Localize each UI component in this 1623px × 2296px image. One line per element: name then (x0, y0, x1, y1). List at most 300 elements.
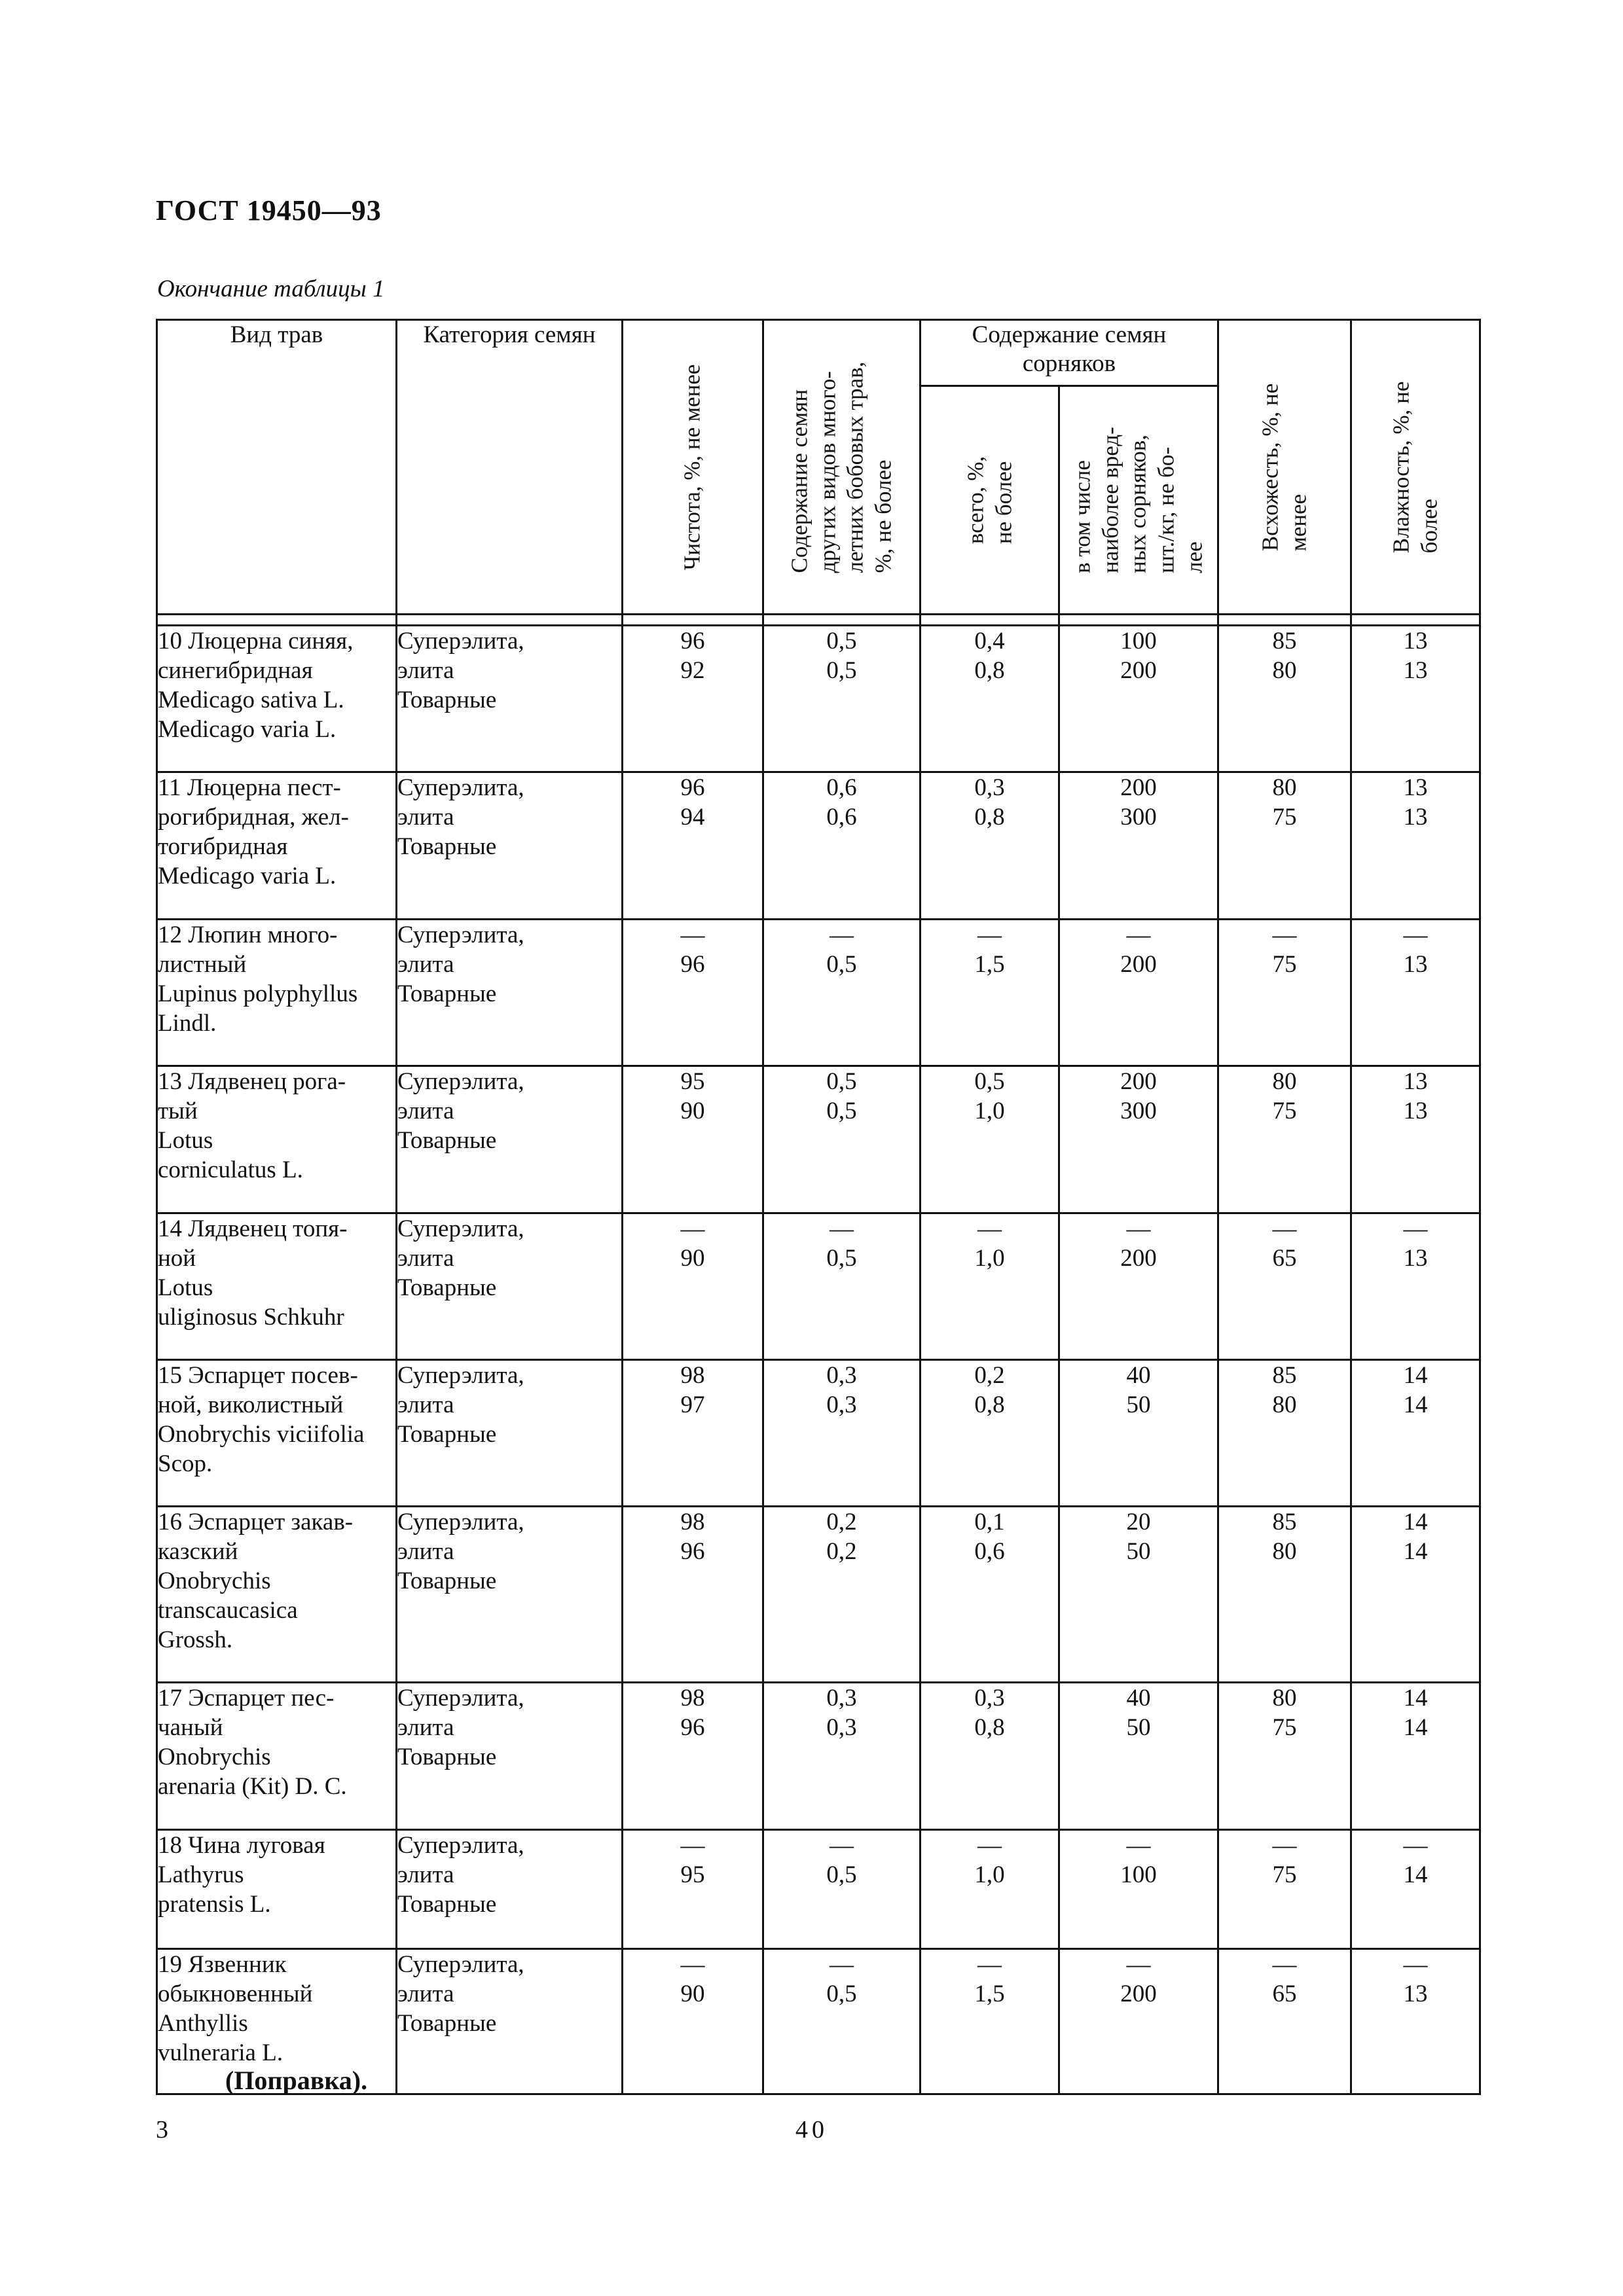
weeds-harmful-cell-line: 50 (1126, 1714, 1151, 1741)
species-cell (157, 920, 397, 1066)
purity-cell (623, 772, 763, 920)
header-line: летних бобовых трав, (842, 361, 868, 573)
moisture-cell (1351, 772, 1480, 920)
table-row (157, 1360, 1480, 1507)
moisture-cell-line: 14 (1403, 1509, 1428, 1535)
purity-cell-line: 95 (680, 1861, 705, 1888)
species-cell-line: Lotus (158, 1274, 213, 1301)
species-cell (157, 1683, 397, 1830)
weeds-total-cell-line: — (977, 922, 1002, 948)
moisture-cell-line: 14 (1403, 1714, 1428, 1741)
species-cell-line: 12 Люпин много- (158, 922, 338, 948)
species-cell-line: Scop. (158, 1450, 213, 1477)
moisture-cell-line: — (1403, 922, 1428, 948)
category-cell (397, 1507, 623, 1683)
other-seeds-cell (763, 1683, 921, 1830)
species-cell-line: pratensis L. (158, 1891, 271, 1918)
moisture-cell-line: 13 (1403, 951, 1428, 978)
category-cell-line: элита (397, 1981, 454, 2007)
other-seeds-cell (763, 1213, 921, 1360)
moisture-cell (1351, 1830, 1480, 1949)
category-cell-line: Товарные (397, 1568, 497, 1594)
category-cell-line: Товарные (397, 1274, 497, 1301)
moisture-cell-line: 13 (1403, 1245, 1428, 1272)
species-cell-line: рогибридная, жел- (158, 804, 349, 831)
species-cell (157, 1066, 397, 1213)
other-seeds-cell (763, 772, 921, 920)
purity-cell-line: — (680, 1215, 705, 1242)
species-cell-line: Lotus (158, 1127, 213, 1154)
seed-quality-table (156, 319, 1481, 2095)
category-cell-line: Товарные (397, 980, 497, 1007)
col-header-moisture (1351, 320, 1480, 615)
weeds-total-cell-line: 0,8 (974, 657, 1005, 684)
moisture-cell-line: 13 (1403, 1981, 1428, 2007)
header-line: Содержание семян (786, 389, 812, 573)
germination-cell-line: 65 (1272, 1245, 1297, 1272)
germination-cell-line: 80 (1272, 1538, 1297, 1565)
other-seeds-cell-line: 0,5 (826, 1981, 857, 2007)
germination-cell (1218, 1360, 1351, 1507)
weeds-total-cell-line: 0,6 (974, 1538, 1005, 1565)
category-cell (397, 920, 623, 1066)
category-cell-line: элита (397, 1098, 454, 1124)
category-cell-line: Суперэлита, (397, 774, 524, 801)
moisture-cell-line: 14 (1403, 1861, 1428, 1888)
header-line: Влажность, %, не (1388, 381, 1414, 553)
header-line: %, не более (870, 459, 896, 573)
table-row (157, 1213, 1480, 1360)
other-seeds-cell (763, 920, 921, 1066)
moisture-cell (1351, 1949, 1480, 2094)
weeds-harmful-cell-line: 50 (1126, 1538, 1151, 1565)
species-cell-line: vulneraria L. (158, 2039, 283, 2066)
species-cell-line: 13 Лядвенец рога- (158, 1068, 346, 1095)
other-seeds-cell (763, 1830, 921, 1949)
other-seeds-cell-line: — (830, 1951, 854, 1978)
weeds-total-cell-line: 1,0 (974, 1245, 1005, 1272)
moisture-cell-line: 14 (1403, 1391, 1428, 1418)
species-cell-line: Lupinus polyphyllus (158, 980, 358, 1007)
other-seeds-cell-line: 0,5 (826, 1068, 857, 1095)
purity-cell-line: 95 (680, 1068, 705, 1095)
purity-cell-line: 96 (680, 774, 705, 801)
weeds-harmful-cell-line: — (1126, 922, 1151, 948)
col-header-weeds-group: Содержание семян сорняков (921, 320, 1218, 386)
species-cell-line: 14 Лядвенец топя- (158, 1215, 348, 1242)
header-line: других видов много- (814, 370, 840, 573)
purity-cell (623, 920, 763, 1066)
moisture-cell-line: 13 (1403, 804, 1428, 831)
purity-cell-line: 98 (680, 1685, 705, 1712)
weeds-total-cell-line: 0,3 (974, 1685, 1005, 1712)
weeds-total-cell-line: 0,8 (974, 1714, 1005, 1741)
species-cell-line: Lindl. (158, 1010, 217, 1037)
category-cell-line: Товарные (397, 833, 497, 860)
species-cell-line: 11 Люцерна пест- (158, 774, 341, 801)
other-seeds-cell-line: 0,6 (826, 774, 857, 801)
species-cell-line: 18 Чина луговая (158, 1832, 325, 1859)
purity-cell-line: 90 (680, 1245, 705, 1272)
category-cell-line: Товарные (397, 687, 497, 713)
correction-note: (Поправка). (225, 2066, 368, 2095)
other-seeds-cell (763, 1507, 921, 1683)
header-line: ных сорняков, (1125, 434, 1151, 573)
category-cell (397, 1949, 623, 2094)
other-seeds-cell-line: 0,3 (826, 1362, 857, 1389)
species-cell-line: transcaucasica (158, 1597, 298, 1624)
weeds-harmful-cell (1059, 1949, 1218, 2094)
category-cell-line: Товарные (397, 1421, 497, 1448)
weeds-harmful-cell (1059, 1213, 1218, 1360)
species-cell-line: тогибридная (158, 833, 288, 860)
purity-cell-line: 96 (680, 628, 705, 655)
table-row (157, 1830, 1480, 1949)
germination-cell (1218, 1213, 1351, 1360)
germination-cell (1218, 1683, 1351, 1830)
other-seeds-cell-line: 0,5 (826, 951, 857, 978)
header-line: лее (1181, 541, 1207, 573)
weeds-total-cell-line: 0,2 (974, 1362, 1005, 1389)
weeds-total-cell-line: 0,8 (974, 1391, 1005, 1418)
species-cell (157, 626, 397, 772)
header-line: шт./кг, не бо- (1153, 446, 1179, 573)
species-cell-line: обыкновенный (158, 1981, 313, 2007)
species-cell-line: синегибридная (158, 657, 313, 684)
germination-cell (1218, 920, 1351, 1066)
col-header-germination (1218, 320, 1351, 615)
moisture-cell (1351, 1213, 1480, 1360)
weeds-total-cell (921, 1213, 1059, 1360)
weeds-harmful-cell-line: 40 (1126, 1685, 1151, 1712)
weeds-total-cell-line: — (977, 1951, 1002, 1978)
category-cell-line: Суперэлита, (397, 628, 524, 655)
moisture-cell-line: 13 (1403, 628, 1428, 655)
weeds-total-cell-line: 0,4 (974, 628, 1005, 655)
weeds-harmful-cell (1059, 772, 1218, 920)
germination-cell-line: 65 (1272, 1981, 1297, 2007)
header-line: не более (990, 461, 1016, 545)
purity-cell-line: — (680, 1951, 705, 1978)
document-code: ГОСТ 19450—93 (156, 194, 382, 226)
table-row (157, 1683, 1480, 1830)
germination-cell-line: 85 (1272, 1509, 1297, 1535)
weeds-total-cell-line: — (977, 1215, 1002, 1242)
species-cell-line: Medicago varia L. (158, 863, 337, 889)
col-header-category: Категория семян (397, 320, 623, 615)
category-cell-line: Суперэлита, (397, 1685, 524, 1712)
table-caption: Окончание таблицы 1 (157, 276, 385, 302)
weeds-harmful-cell-line: 300 (1120, 1098, 1157, 1124)
category-cell-line: Суперэлита, (397, 1215, 524, 1242)
moisture-cell-line: 13 (1403, 774, 1428, 801)
species-cell-line: Medicago varia L. (158, 716, 337, 743)
other-seeds-cell-line: 0,3 (826, 1391, 857, 1418)
table-row (157, 626, 1480, 772)
germination-cell-line: 75 (1272, 1098, 1297, 1124)
category-cell (397, 626, 623, 772)
weeds-harmful-cell-line: — (1126, 1951, 1151, 1978)
category-cell (397, 1683, 623, 1830)
weeds-harmful-cell (1059, 1507, 1218, 1683)
germination-cell (1218, 1830, 1351, 1949)
purity-cell-line: 96 (680, 1714, 705, 1741)
species-cell-line: Medicago sativa L. (158, 687, 344, 713)
weeds-harmful-cell-line: 200 (1120, 1068, 1157, 1095)
category-cell-line: элита (397, 1538, 454, 1565)
species-cell (157, 1830, 397, 1949)
moisture-cell-line: 14 (1403, 1362, 1428, 1389)
header-separator (157, 615, 1480, 626)
moisture-cell (1351, 1507, 1480, 1683)
page-number-center: 40 (795, 2116, 828, 2144)
category-cell-line: Товарные (397, 1744, 497, 1770)
germination-cell-line: — (1272, 1215, 1297, 1242)
moisture-cell-line: 14 (1403, 1685, 1428, 1712)
weeds-harmful-cell-line: 200 (1120, 774, 1157, 801)
weeds-total-cell-line: 0,8 (974, 804, 1005, 831)
category-cell-line: элита (397, 1714, 454, 1741)
category-cell-line: элита (397, 1391, 454, 1418)
weeds-harmful-cell-line: 300 (1120, 804, 1157, 831)
weeds-harmful-cell-line: — (1126, 1832, 1151, 1859)
other-seeds-cell-line: 0,2 (826, 1509, 857, 1535)
germination-cell-line: 75 (1272, 804, 1297, 831)
category-cell-line: элита (397, 657, 454, 684)
germination-cell-line: 75 (1272, 951, 1297, 978)
purity-cell (623, 1949, 763, 2094)
moisture-cell-line: — (1403, 1951, 1428, 1978)
germination-cell-line: — (1272, 1832, 1297, 1859)
category-cell-line: Товарные (397, 1891, 497, 1918)
weeds-harmful-cell-line: 100 (1120, 1861, 1157, 1888)
category-cell-line: Суперэлита, (397, 1509, 524, 1535)
weeds-harmful-cell-line: — (1126, 1215, 1151, 1242)
moisture-cell-line: 13 (1403, 657, 1428, 684)
weeds-total-cell (921, 1360, 1059, 1507)
category-cell (397, 1830, 623, 1949)
germination-cell (1218, 772, 1351, 920)
species-cell-line: Onobrychis (158, 1568, 271, 1594)
other-seeds-cell (763, 1949, 921, 2094)
species-cell (157, 772, 397, 920)
purity-cell (623, 1830, 763, 1949)
category-cell-line: элита (397, 804, 454, 831)
other-seeds-cell-line: 0,5 (826, 657, 857, 684)
germination-cell-line: 80 (1272, 774, 1297, 801)
species-cell-line: Lathyrus (158, 1861, 244, 1888)
weeds-total-cell (921, 1507, 1059, 1683)
other-seeds-cell-line: — (830, 922, 854, 948)
weeds-harmful-cell-line: 50 (1126, 1391, 1151, 1418)
category-cell-line: Суперэлита, (397, 1832, 524, 1859)
category-cell-line: Суперэлита, (397, 1068, 524, 1095)
germination-cell-line: 85 (1272, 1362, 1297, 1389)
weeds-total-cell (921, 772, 1059, 920)
col-header-weeds-total (921, 386, 1059, 615)
category-cell-line: Суперэлита, (397, 1362, 524, 1389)
species-cell-line: 19 Язвенник (158, 1951, 287, 1978)
purity-cell (623, 626, 763, 772)
weeds-total-cell-line: 1,0 (974, 1098, 1005, 1124)
other-seeds-cell-line: 0,5 (826, 628, 857, 655)
category-cell-line: Суперэлита, (397, 922, 524, 948)
purity-cell-line: 98 (680, 1362, 705, 1389)
other-seeds-cell-line: 0,5 (826, 1861, 857, 1888)
category-cell-line: элита (397, 951, 454, 978)
germination-cell-line: 80 (1272, 1685, 1297, 1712)
other-seeds-cell-line: — (830, 1215, 854, 1242)
other-seeds-cell (763, 626, 921, 772)
other-seeds-cell (763, 1066, 921, 1213)
weeds-harmful-cell-line: 100 (1120, 628, 1157, 655)
species-cell-line: 16 Эспарцет закав- (158, 1509, 354, 1535)
germination-cell-line: 85 (1272, 628, 1297, 655)
purity-cell-line: 94 (680, 804, 705, 831)
weeds-total-cell-line: — (977, 1832, 1002, 1859)
weeds-total-cell (921, 1830, 1059, 1949)
col-header-other-seeds (763, 320, 921, 615)
weeds-total-cell (921, 1066, 1059, 1213)
germination-cell-line: 80 (1272, 1391, 1297, 1418)
category-cell (397, 1066, 623, 1213)
weeds-harmful-cell (1059, 1360, 1218, 1507)
header-line: Чистота, %, не менее (679, 364, 705, 570)
purity-cell-line: 90 (680, 1981, 705, 2007)
species-cell-line: corniculatus L. (158, 1157, 303, 1183)
category-cell-line: элита (397, 1245, 454, 1272)
weeds-total-cell-line: 1,5 (974, 1981, 1005, 2007)
category-cell-line: Товарные (397, 1127, 497, 1154)
moisture-cell (1351, 626, 1480, 772)
table-row (157, 772, 1480, 920)
weeds-harmful-cell (1059, 626, 1218, 772)
moisture-cell-line: — (1403, 1832, 1428, 1859)
germination-cell-line: — (1272, 1951, 1297, 1978)
table-body (157, 626, 1480, 2094)
species-cell-line: 17 Эспарцет пес- (158, 1685, 335, 1712)
header-line: в том числе (1069, 460, 1095, 573)
germination-cell (1218, 1066, 1351, 1213)
col-header-purity (623, 320, 763, 615)
species-cell (157, 1213, 397, 1360)
weeds-harmful-cell-line: 20 (1126, 1509, 1151, 1535)
purity-cell (623, 1507, 763, 1683)
col-header-species: Вид трав (157, 320, 397, 615)
species-cell (157, 1360, 397, 1507)
weeds-harmful-cell-line: 200 (1120, 657, 1157, 684)
category-cell (397, 772, 623, 920)
other-seeds-cell-line: 0,5 (826, 1098, 857, 1124)
purity-cell (623, 1360, 763, 1507)
purity-cell-line: 90 (680, 1098, 705, 1124)
other-seeds-cell (763, 1360, 921, 1507)
germination-cell-line: 80 (1272, 1068, 1297, 1095)
germination-cell-line: 80 (1272, 657, 1297, 684)
page-number-left: 3 (156, 2116, 168, 2144)
species-cell-line: Anthyllis (158, 2010, 248, 2037)
other-seeds-cell-line: — (830, 1832, 854, 1859)
weeds-total-cell (921, 626, 1059, 772)
other-seeds-cell-line: 0,2 (826, 1538, 857, 1565)
purity-cell-line: — (680, 1832, 705, 1859)
species-cell-line: ной, виколистный (158, 1391, 344, 1418)
moisture-cell-line: 13 (1403, 1068, 1428, 1095)
purity-cell-line: 96 (680, 951, 705, 978)
moisture-cell (1351, 1683, 1480, 1830)
weeds-total-cell-line: 1,5 (974, 951, 1005, 978)
germination-cell (1218, 1507, 1351, 1683)
header-line: более (1416, 498, 1442, 553)
weeds-harmful-cell (1059, 1066, 1218, 1213)
purity-cell-line: 98 (680, 1509, 705, 1535)
col-header-weeds-harmful (1059, 386, 1218, 615)
weeds-harmful-cell-line: 40 (1126, 1362, 1151, 1389)
header-line: Всхожесть, %, не (1257, 383, 1283, 551)
species-cell-line: тый (158, 1098, 198, 1124)
weeds-harmful-cell-line: 200 (1120, 1981, 1157, 2007)
germination-cell-line: 75 (1272, 1714, 1297, 1741)
germination-cell (1218, 626, 1351, 772)
species-cell-line: Onobrychis (158, 1744, 271, 1770)
weeds-harmful-cell (1059, 1830, 1218, 1949)
category-cell-line: Суперэлита, (397, 1951, 524, 1978)
weeds-total-cell (921, 1683, 1059, 1830)
species-cell-line: чаный (158, 1714, 223, 1741)
table-row (157, 920, 1480, 1066)
purity-cell (623, 1066, 763, 1213)
species-cell-line: ной (158, 1245, 196, 1272)
moisture-cell-line: 14 (1403, 1538, 1428, 1565)
category-cell-line: Товарные (397, 2010, 497, 2037)
purity-cell-line: 97 (680, 1391, 705, 1418)
table-row (157, 1066, 1480, 1213)
species-cell-line: Grossh. (158, 1626, 233, 1653)
weeds-harmful-cell-line: 200 (1120, 951, 1157, 978)
moisture-cell (1351, 920, 1480, 1066)
weeds-total-cell (921, 920, 1059, 1066)
species-cell-line: uliginosus Schkuhr (158, 1304, 344, 1331)
other-seeds-cell-line: 0,6 (826, 804, 857, 831)
other-seeds-cell-line: 0,3 (826, 1685, 857, 1712)
moisture-cell (1351, 1066, 1480, 1213)
species-cell-line: 10 Люцерна синяя, (158, 628, 354, 655)
weeds-total-cell-line: 1,0 (974, 1861, 1005, 1888)
species-cell-line: arenaria (Kit) D. C. (158, 1773, 347, 1800)
weeds-harmful-cell (1059, 920, 1218, 1066)
germination-cell-line: 75 (1272, 1861, 1297, 1888)
table-row (157, 1507, 1480, 1683)
weeds-harmful-cell (1059, 1683, 1218, 1830)
species-cell-line: Onobrychis viciifolia (158, 1421, 365, 1448)
moisture-cell (1351, 1360, 1480, 1507)
weeds-total-cell (921, 1949, 1059, 2094)
germination-cell (1218, 1949, 1351, 2094)
weeds-harmful-cell-line: 200 (1120, 1245, 1157, 1272)
weeds-total-cell-line: 0,5 (974, 1068, 1005, 1095)
species-cell (157, 1507, 397, 1683)
germination-cell-line: — (1272, 922, 1297, 948)
category-cell (397, 1213, 623, 1360)
other-seeds-cell-line: 0,3 (826, 1714, 857, 1741)
category-cell (397, 1360, 623, 1507)
other-seeds-cell-line: 0,5 (826, 1245, 857, 1272)
header-line: наиболее вред- (1097, 427, 1123, 573)
weeds-total-cell-line: 0,1 (974, 1509, 1005, 1535)
purity-cell (623, 1213, 763, 1360)
purity-cell (623, 1683, 763, 1830)
header-line: всего, %, (962, 456, 988, 545)
